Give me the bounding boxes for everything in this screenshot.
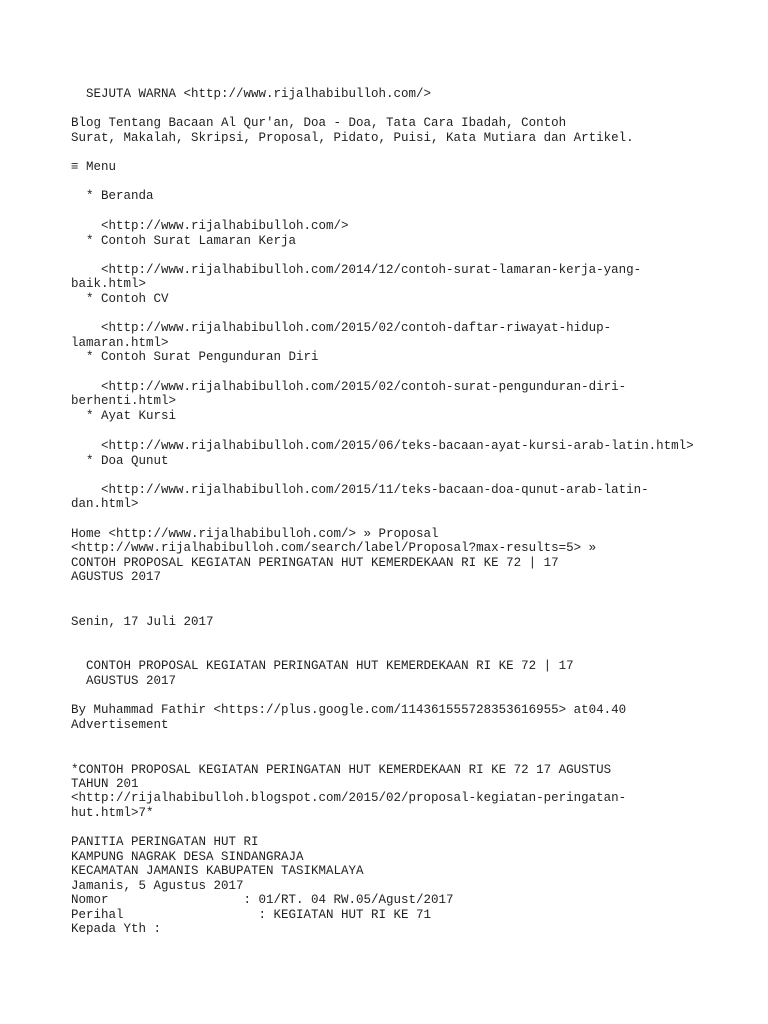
- breadcrumb-current-2: AGUSTUS 2017: [71, 570, 162, 584]
- tagline-line-1: Blog Tentang Bacaan Al Qur'an, Doa - Doa, Tata Cara Ibadah, Contoh: [71, 116, 567, 130]
- menu-toggle[interactable]: ≡ Menu: [71, 160, 117, 174]
- advertisement-label: Advertisement: [71, 718, 169, 732]
- post-title-line-1: CONTOH PROPOSAL KEGIATAN PERINGATAN HUT KEMERDEKAAN RI KE 72 | 17: [71, 659, 574, 673]
- letter-number: Nomor : 01/RT. 04 RW.05/Agust/2017: [71, 893, 454, 907]
- proposal-link-line-1[interactable]: *CONTOH PROPOSAL KEGIATAN PERINGATAN HUT KEMERDEKAAN RI KE 72 17 AGUSTUS: [71, 763, 612, 777]
- byline[interactable]: By Muhammad Fathir <https://plus.google.com/114361555728353616955> at04.40: [71, 703, 627, 717]
- menu-item-surat-lamaran-url-2[interactable]: baik.html>: [71, 277, 147, 291]
- proposal-link-line-2[interactable]: TAHUN 201: [71, 777, 139, 791]
- menu-item-doa-qunut-url-1[interactable]: <http://www.rijalhabibulloh.com/2015/11/teks-bacaan-doa-qunut-arab-latin-: [71, 483, 649, 497]
- menu-item-ayat-kursi-url[interactable]: <http://www.rijalhabibulloh.com/2015/06/teks-bacaan-ayat-kursi-arab-latin.html>: [71, 439, 694, 453]
- site-header[interactable]: SEJUTA WARNA <http://www.rijalhabibulloh.com/>: [71, 87, 432, 101]
- menu-item-contoh-cv-url-2[interactable]: lamaran.html>: [71, 336, 169, 350]
- letter-district: KECAMATAN JAMANIS KABUPATEN TASIKMALAYA: [71, 864, 364, 878]
- menu-item-pengunduran-diri-url-2[interactable]: berhenti.html>: [71, 394, 177, 408]
- letter-date: Jamanis, 5 Agustus 2017: [71, 879, 244, 893]
- menu-item-beranda-url[interactable]: <http://www.rijalhabibulloh.com/>: [71, 219, 349, 233]
- menu-item-doa-qunut-url-2[interactable]: dan.html>: [71, 497, 139, 511]
- letter-committee: PANITIA PERINGATAN HUT RI: [71, 835, 259, 849]
- menu-item-surat-lamaran-url-1[interactable]: <http://www.rijalhabibulloh.com/2014/12/contoh-surat-lamaran-kerja-yang-: [71, 263, 642, 277]
- menu-item-surat-lamaran[interactable]: * Contoh Surat Lamaran Kerja: [71, 234, 297, 248]
- menu-item-pengunduran-diri[interactable]: * Contoh Surat Pengunduran Diri: [71, 350, 319, 364]
- menu-item-doa-qunut[interactable]: * Doa Qunut: [71, 454, 169, 468]
- letter-subject: Perihal : KEGIATAN HUT RI KE 71: [71, 908, 432, 922]
- post-title-line-2: AGUSTUS 2017: [71, 674, 177, 688]
- letter-recipient: Kepada Yth :: [71, 922, 162, 936]
- breadcrumb-proposal-link[interactable]: <http://www.rijalhabibulloh.com/search/label/Proposal?max-results=5> »: [71, 541, 597, 555]
- menu-item-pengunduran-diri-url-1[interactable]: <http://www.rijalhabibulloh.com/2015/02/contoh-surat-pengunduran-diri-: [71, 380, 627, 394]
- menu-item-beranda[interactable]: * Beranda: [71, 189, 154, 203]
- menu-item-contoh-cv-url-1[interactable]: <http://www.rijalhabibulloh.com/2015/02/contoh-daftar-riwayat-hidup-: [71, 321, 612, 335]
- proposal-link-line-4[interactable]: hut.html>7*: [71, 806, 154, 820]
- breadcrumb-current-1: CONTOH PROPOSAL KEGIATAN PERINGATAN HUT KEMERDEKAAN RI KE 72 | 17: [71, 556, 559, 570]
- letter-village: KAMPUNG NAGRAK DESA SINDANGRAJA: [71, 850, 304, 864]
- post-date: Senin, 17 Juli 2017: [71, 615, 214, 629]
- menu-item-contoh-cv[interactable]: * Contoh CV: [71, 292, 169, 306]
- menu-item-ayat-kursi[interactable]: * Ayat Kursi: [71, 409, 177, 423]
- breadcrumb-home[interactable]: Home <http://www.rijalhabibulloh.com/> » Proposal: [71, 527, 439, 541]
- proposal-link-line-3[interactable]: <http://rijalhabibulloh.blogspot.com/2015/02/proposal-kegiatan-peringatan-: [71, 791, 627, 805]
- tagline-line-2: Surat, Makalah, Skripsi, Proposal, Pidato, Puisi, Kata Mutiara dan Artikel.: [71, 131, 634, 145]
